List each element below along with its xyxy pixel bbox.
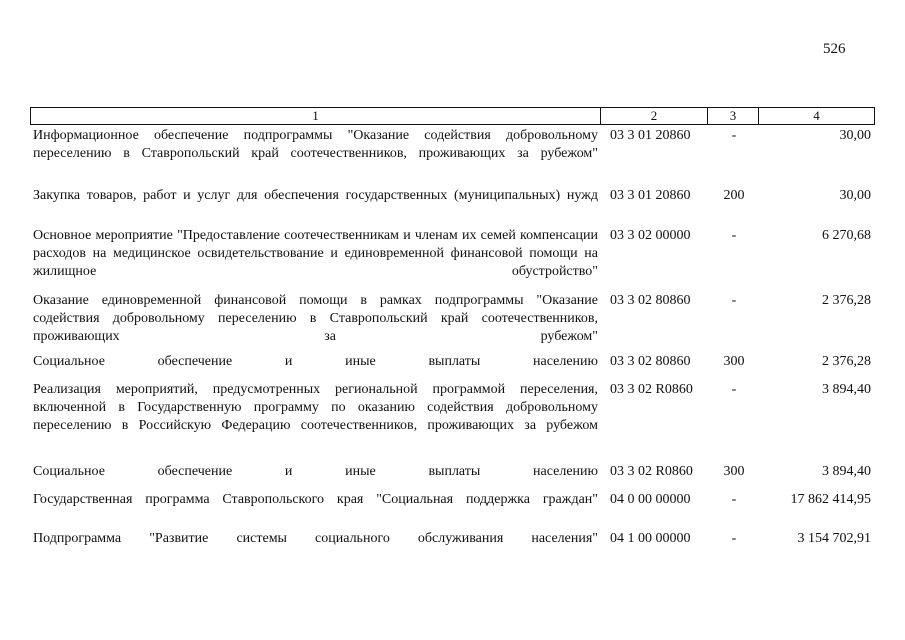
row-amount: 3 154 702,91 [797, 531, 871, 546]
row-type: 300 [723, 464, 745, 479]
row-type: - [731, 531, 737, 546]
row-type: 300 [723, 354, 745, 369]
row-code: 04 0 00 00000 [610, 492, 691, 507]
row-name: Оказание единовременной финансовой помощи в рамках подпрограммы "Оказание содействия добровольному переселению в Ставропольский край соотечественников, проживающих за рубежом" [33, 293, 598, 344]
row-code: 03 3 02 R0860 [610, 382, 693, 397]
row-type: - [731, 382, 737, 397]
row-code: 03 3 02 R0860 [610, 464, 693, 479]
header-col-4: 4 [813, 108, 820, 123]
row-name: Закупка товаров, работ и услуг для обеспечения государственных (муниципальных) нужд [33, 188, 598, 203]
header-col-2: 2 [601, 108, 708, 124]
row-type: 200 [723, 188, 745, 203]
row-code: 03 3 02 80860 [610, 354, 691, 369]
row-amount: 17 862 414,95 [790, 492, 871, 507]
row-amount: 2 376,28 [822, 293, 871, 308]
row-type: - [731, 492, 737, 507]
row-name: Информационное обеспечение подпрограммы "Оказание содействия добровольному переселению в Ставропольский край соотечественников, проживающих за рубежом" [33, 128, 598, 161]
row-name: Основное мероприятие "Предоставление соотечественникам и членам их семей компенсации расходов на медицинское освидетельствование и единовременной финансовой помощи на жилищное обустройство" [33, 228, 598, 279]
row-amount: 2 376,28 [822, 354, 871, 369]
row-name: Государственная программа Ставропольского края "Социальная поддержка граждан" [33, 492, 598, 507]
table-header [30, 107, 875, 125]
header-col-1: 1 [31, 108, 601, 124]
row-code: 03 3 01 20860 [610, 128, 691, 143]
row-type: - [731, 228, 737, 243]
row-amount: 30,00 [839, 188, 871, 203]
row-name: Реализация мероприятий, предусмотренных региональной программой переселения, включенной в Государственную программу по оказанию содействия добровольному переселению в Российскую Федерацию соотечественников, проживающих за рубежом [33, 382, 598, 433]
row-name: Подпрограмма "Развитие системы социального обслуживания населения" [33, 531, 598, 546]
row-amount: 30,00 [839, 128, 871, 143]
row-amount: 3 894,40 [822, 464, 871, 479]
row-type: - [731, 293, 737, 308]
row-code: 03 3 02 00000 [610, 228, 691, 243]
row-amount: 6 270,68 [822, 228, 871, 243]
row-code: 03 3 01 20860 [610, 188, 691, 203]
row-code: 03 3 02 80860 [610, 293, 691, 308]
page-number: 526 [823, 41, 846, 57]
row-name: Социальное обеспечение и иные выплаты населению [33, 464, 598, 479]
header-col-3: 3 [708, 108, 759, 124]
row-name: Социальное обеспечение и иные выплаты населению [33, 354, 598, 369]
row-code: 04 1 00 00000 [610, 531, 691, 546]
row-amount: 3 894,40 [822, 382, 871, 397]
row-type: - [731, 128, 737, 143]
